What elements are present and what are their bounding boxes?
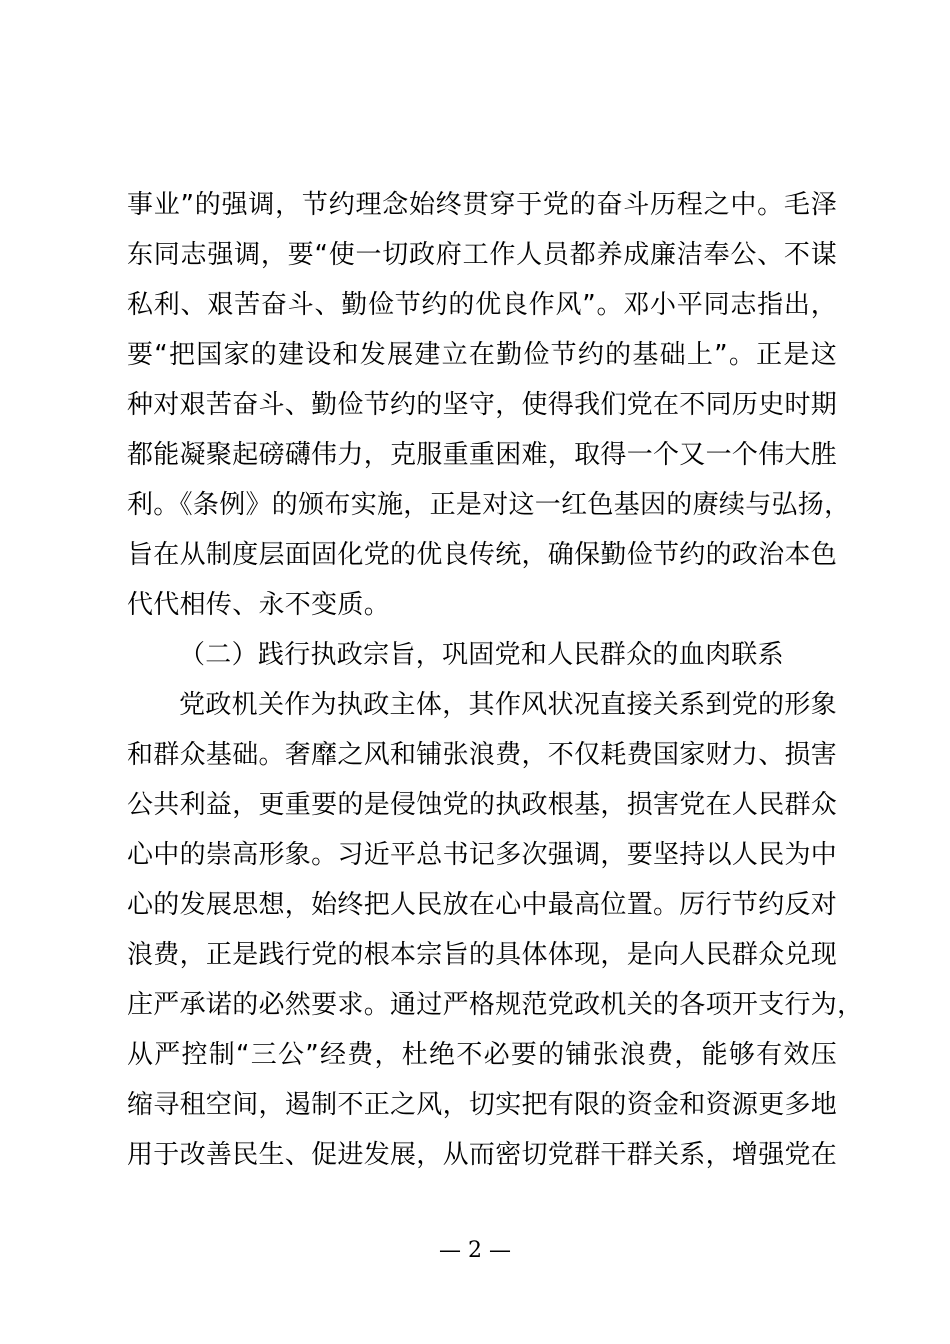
paragraph-2-line-7: 庄严承诺的必然要求。通过严格规范党政机关的各项开支行为， — [127, 990, 864, 1020]
paragraph-2-line-10: 用于改善民生、促进发展，从而密切党群干群关系，增强党在 — [127, 1140, 838, 1170]
paragraph-2-line-6: 浪费，正是践行党的根本宗旨的具体体现，是向人民群众兑现 — [127, 940, 838, 970]
paragraph-1-line-6: 都能凝聚起磅礴伟力，克服重重困难，取得一个又一个伟大胜 — [127, 440, 838, 470]
paragraph-2-line-9: 缩寻租空间，遏制不正之风，切实把有限的资金和资源更多地 — [127, 1090, 838, 1120]
paragraph-2-line-3: 公共利益，更重要的是侵蚀党的执政根基，损害党在人民群众 — [127, 790, 838, 820]
paragraph-1-line-4: 要“把国家的建设和发展建立在勤俭节约的基础上”。正是这 — [127, 340, 837, 370]
paragraph-1-line-7: 利。《条例》的颁布实施，正是对这一红色基因的赓续与弘扬， — [127, 490, 851, 520]
paragraph-1-line-3: 私利、艰苦奋斗、勤俭节约的优良作风”。邓小平同志指出， — [127, 290, 837, 320]
paragraph-2-line-4: 心中的崇高形象。习近平总书记多次强调，要坚持以人民为中 — [127, 840, 838, 870]
page-number: — 2 — — [439, 1238, 511, 1263]
section-heading: （二）践行执政宗旨，巩固党和人民群众的血肉联系 — [179, 640, 784, 670]
paragraph-1-line-1: 事业”的强调，节约理念始终贯穿于党的奋斗历程之中。毛泽 — [127, 190, 837, 220]
paragraph-2-line-2: 和群众基础。奢靡之风和铺张浪费，不仅耗费国家财力、损害 — [127, 740, 838, 770]
paragraph-2-line-5: 心的发展思想，始终把人民放在心中最高位置。厉行节约反对 — [127, 890, 838, 920]
paragraph-2-line-1: 党政机关作为执政主体，其作风状况直接关系到党的形象 — [179, 690, 837, 720]
paragraph-1-line-2: 东同志强调，要“使一切政府工作人员都养成廉洁奉公、不谋 — [127, 240, 837, 270]
paragraph-1-line-8: 旨在从制度层面固化党的优良传统，确保勤俭节约的政治本色 — [127, 540, 838, 570]
document-body — [127, 180, 864, 1180]
paragraph-2-line-8: 从严控制“三公”经费，杜绝不必要的铺张浪费，能够有效压 — [127, 1040, 837, 1070]
paragraph-1-line-5: 种对艰苦奋斗、勤俭节约的坚守，使得我们党在不同历史时期 — [127, 390, 838, 420]
paragraph-1-line-9: 代代相传、永不变质。 — [127, 590, 391, 620]
